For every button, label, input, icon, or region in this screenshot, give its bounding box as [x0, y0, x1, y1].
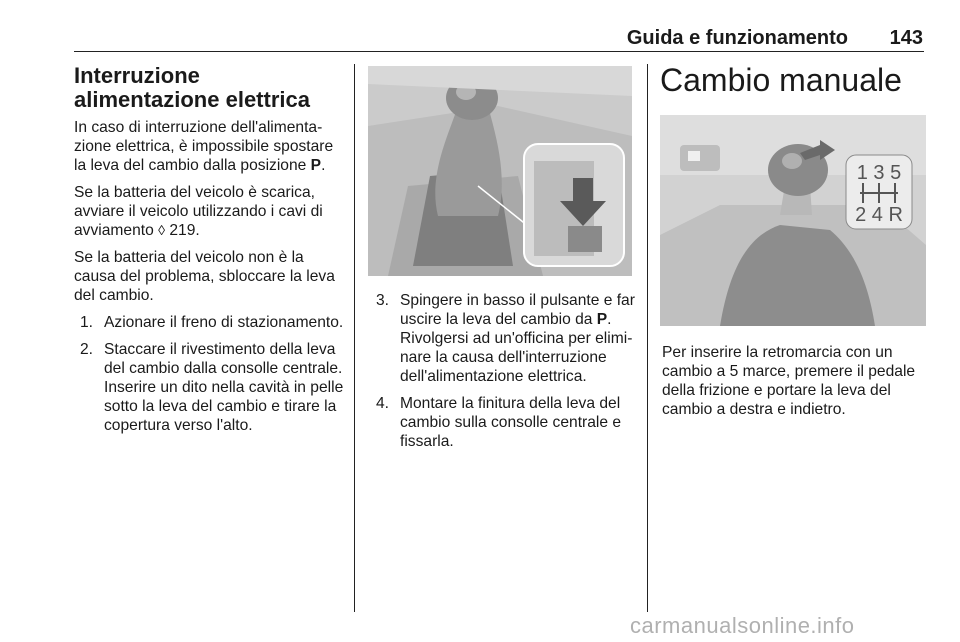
column-3-text — [662, 343, 932, 427]
paragraph-text: In caso di interruzione dell'alimentazione elettrica, è impossibile spostare la leva del cambio dalla posizione — [74, 119, 334, 174]
column-1 — [74, 64, 346, 443]
gear-lever-release-figure — [368, 66, 632, 276]
list-item — [80, 340, 346, 435]
shift-pattern-top: 1 3 5 — [856, 162, 902, 184]
header-rule — [74, 51, 924, 52]
column-2 — [376, 291, 638, 459]
page-number: 143 — [889, 27, 923, 49]
paragraph-text: . — [321, 157, 326, 174]
manual-gearbox-figure — [660, 115, 926, 326]
steps-list — [376, 291, 638, 451]
column-divider-2 — [647, 64, 648, 612]
column-divider-1 — [354, 64, 355, 612]
gear-position-p: P — [596, 311, 608, 328]
step-number: 1. — [80, 314, 94, 331]
list-item — [376, 291, 638, 386]
paragraph — [74, 183, 346, 240]
paragraph: Se la batteria del veicolo non è la causa del problema, sbloccare la leva del cambio. — [74, 249, 335, 304]
step-text: . Rivolgersi ad un'officina per eliminare la causa dell'interruzione dell'alimentazione elettrica. — [400, 311, 633, 385]
running-header-title: Guida e funzionamento — [626, 27, 848, 49]
step-text: Staccare il rivestimento della leva del cambio dalla consolle centrale. Inserire un dito nella cavità in pelle sotto la leva del cambio e tirare la copertura verso l'alto. — [104, 341, 344, 434]
list-item — [376, 394, 638, 451]
step-text: Azionare il freno di stazionamento. — [104, 314, 344, 331]
paragraph: Per inserire la retromarcia con un cambio a 5 marce, premere il pedale della frizione e portare la leva del cambio a destra e indietro. — [662, 344, 916, 418]
step-text: Spingere in basso il pulsante e far uscire la leva del cambio da — [400, 292, 635, 328]
list-item — [80, 313, 346, 332]
page-reference[interactable]: 219. — [169, 222, 200, 239]
paragraph-text: Se la batteria del veicolo è scarica, avviare il veicolo utilizzando i cavi di avviamento — [74, 184, 323, 239]
shift-pattern-bottom: 2 4 R — [855, 204, 903, 226]
gear-position-p: P — [310, 157, 322, 174]
section-title: Cambio manuale — [660, 62, 902, 98]
column-3 — [660, 62, 930, 98]
automatic-shifter-illustration — [368, 66, 632, 276]
section-heading: Interruzione alimentazione elettrica — [74, 63, 310, 112]
page-reference-icon: ◊ — [158, 222, 165, 238]
steps-list — [80, 313, 346, 435]
paragraph — [74, 118, 346, 175]
manual-shifter-illustration — [660, 115, 926, 326]
step-number: 2. — [80, 341, 94, 358]
watermark: carmanualsonline.info — [630, 613, 855, 638]
step-text: Montare la finitura della leva del cambio sulla consolle centrale e fissarla. — [400, 395, 622, 450]
step-number: 3. — [376, 292, 390, 309]
step-number: 4. — [376, 395, 390, 412]
